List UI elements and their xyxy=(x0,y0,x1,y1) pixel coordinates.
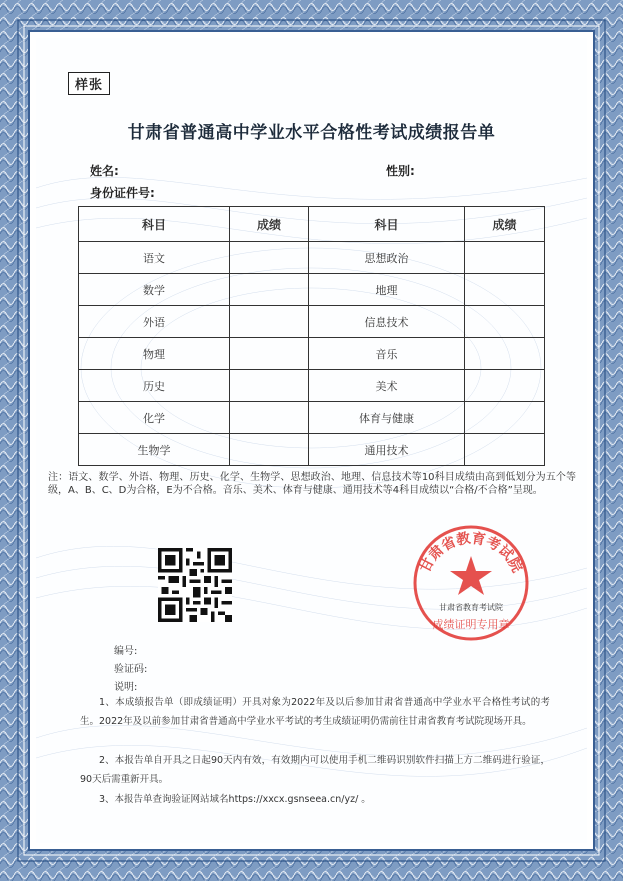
grade-cell xyxy=(465,402,545,434)
subject-cell: 语文 xyxy=(79,242,230,274)
table-row xyxy=(79,338,545,370)
subject-cell: 体育与健康 xyxy=(309,402,465,434)
seal-bottom-text: 成绩证明专用章 xyxy=(432,618,510,631)
grade-cell xyxy=(465,274,545,306)
subject-cell: 历史 xyxy=(79,370,230,402)
grade-cell xyxy=(230,370,309,402)
grade-cell xyxy=(465,370,545,402)
seal-ring-text: 甘肃省教育考试院 xyxy=(417,530,525,576)
document-body xyxy=(36,38,587,843)
grade-cell xyxy=(465,306,545,338)
subject-cell: 地理 xyxy=(309,274,465,306)
table-row xyxy=(79,306,545,338)
page-title: 甘肃省普通高中学业水平合格性考试成绩报告单 xyxy=(127,123,496,143)
explanation-item-3: 3、本报告单查询验证网站域名https://xxcx.gsnseea.cn/yz/ 。 xyxy=(99,794,371,805)
seal-inner-text: 甘肃省教育考试院 xyxy=(439,603,503,612)
grade-cell xyxy=(230,402,309,434)
subject-cell: 音乐 xyxy=(309,338,465,370)
table-row xyxy=(79,370,545,402)
grade-cell xyxy=(230,434,309,466)
subject-cell: 数学 xyxy=(79,274,230,306)
header-subject-right: 科目 xyxy=(309,207,465,242)
table-row xyxy=(79,242,545,274)
sample-badge: 样张 xyxy=(68,72,110,95)
explanation-label: 说明: xyxy=(114,682,138,693)
grade-cell xyxy=(465,434,545,466)
subject-cell: 物理 xyxy=(79,338,230,370)
subject-cell: 化学 xyxy=(79,402,230,434)
grades-table xyxy=(78,206,545,466)
table-row xyxy=(79,402,545,434)
grade-cell xyxy=(230,242,309,274)
grading-note: 注：语文、数学、外语、物理、历史、化学、生物学、思想政治、地理、信息技术等10科目成绩由高到低划分为五个等级，A、B、C、D为合格，E为不合格。音乐、美术、体育与健康、通用技术等4科目成绩以“合格/不合格”呈现。 xyxy=(48,472,576,496)
grade-cell xyxy=(465,242,545,274)
table-row xyxy=(79,434,545,466)
subject-cell: 通用技术 xyxy=(309,434,465,466)
header-grade-right: 成绩 xyxy=(465,207,545,242)
header-grade-left: 成绩 xyxy=(230,207,309,242)
gender-label: 性别: xyxy=(386,164,415,178)
explanation-item-1: 1、本成绩报告单（即成绩证明）开具对象为2022年及以后参加甘肃省普通高中学业水平合格性考试的考生。2022年及以前参加甘肃省普通高中学业水平考试的考生成绩证明仍需前往甘肃省教育考试院现场开具。 xyxy=(80,697,550,727)
qr-code-icon[interactable] xyxy=(158,548,232,622)
subject-cell: 美术 xyxy=(309,370,465,402)
subject-cell: 信息技术 xyxy=(309,306,465,338)
id-number-label: 身份证件号: xyxy=(90,186,155,200)
grade-cell xyxy=(465,338,545,370)
official-seal-icon xyxy=(406,518,536,648)
subject-cell: 外语 xyxy=(79,306,230,338)
table-row xyxy=(79,274,545,306)
grade-cell xyxy=(230,306,309,338)
grade-cell xyxy=(230,338,309,370)
explanation-item-2: 2、本报告单自开具之日起90天内有效，有效期内可以使用手机二维码识别软件扫描上方二维码进行验证，90天后需重新开具。 xyxy=(80,755,550,785)
grade-cell xyxy=(230,274,309,306)
verification-code-label: 验证码: xyxy=(114,664,148,675)
name-label: 姓名: xyxy=(90,164,119,178)
document-number-label: 编号: xyxy=(114,646,138,657)
subject-cell: 生物学 xyxy=(79,434,230,466)
table-header-row xyxy=(79,207,545,242)
header-subject-left: 科目 xyxy=(79,207,230,242)
subject-cell: 思想政治 xyxy=(309,242,465,274)
